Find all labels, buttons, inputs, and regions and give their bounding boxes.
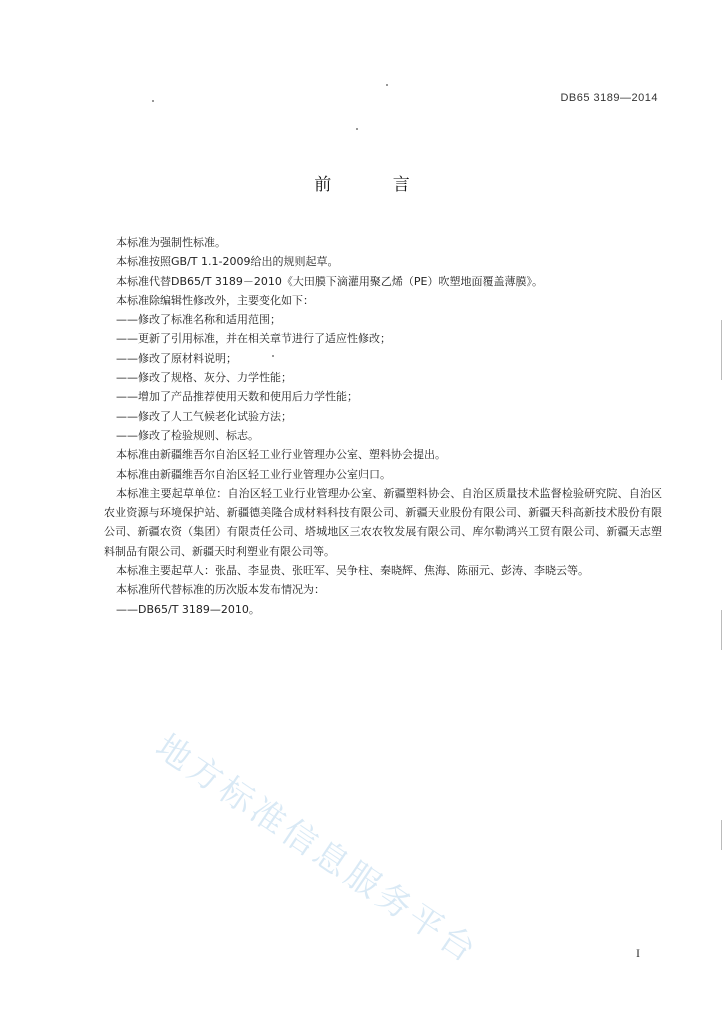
change-item: ——修改了标准名称和适用范围；: [116, 313, 281, 327]
foreword-line: 本标准由新疆维吾尔自治区轻工业行业管理办公室、塑料协会提出。: [116, 448, 446, 462]
change-item: ——增加了产品推荐使用天数和使用后力学性能；: [116, 390, 358, 404]
change-item: ——更新了引用标准，并在相关章节进行了适应性修改；: [116, 332, 391, 346]
foreword-line: 本标准按照GB/T 1.1-2009给出的规则起草。: [116, 255, 339, 269]
foreword-line: 本标准除编辑性修改外，主要变化如下：: [116, 293, 314, 307]
drafting-units: 本标准主要起草单位：自治区轻工业行业管理办公室、新疆塑料协会、自治区质量技术监督检验研究院、自治区农业资源与环境保护站、新疆德美隆合成材料科技有限公司、新疆天业股份有限公司、新疆天科高新技术股份有限公司、新疆农资（集团）有限责任公司、塔城地区三农农牧发展有限公司、库尔勒鸿兴工贸有限公司、新疆天志塑料制品有限公司、新疆天时利塑业有限公司等。: [104, 486, 662, 558]
foreword-line: 本标准为强制性标准。: [116, 236, 226, 249]
foreword-line: 本标准由新疆维吾尔自治区轻工业行业管理办公室归口。: [116, 467, 391, 481]
page-title: 前 言: [314, 175, 438, 195]
history-intro: 本标准所代替标准的历次版本发布情况为：: [116, 583, 325, 597]
history-item: ——DB65/T 3189—2010。: [116, 602, 260, 616]
drafters: 本标准主要起草人：张晶、李显贵、张旺军、吴争柱、秦晓辉、焦海、陈丽元、彭涛、李晓云等。: [116, 564, 589, 578]
watermark: 地方标准信息服务平台: [148, 726, 486, 973]
change-item: ——修改了人工气候老化试验方法；: [116, 409, 292, 423]
change-item: ——修改了规格、灰分、力学性能；: [116, 371, 292, 385]
change-item: ——修改了原材料说明；: [116, 351, 237, 365]
standard-number: DB65 3189—2014: [560, 92, 658, 104]
dot-mark: [152, 100, 154, 102]
dot-mark: [386, 84, 388, 86]
page-number: I: [636, 946, 640, 960]
dot-mark: [356, 128, 358, 130]
edge-mark: [721, 820, 722, 850]
foreword-line: 本标准代替DB65/T 3189－2010《大田膜下滴灌用聚乙烯（PE）吹塑地面覆盖薄膜》。: [116, 274, 544, 288]
edge-mark: [721, 320, 722, 380]
foreword-body: [104, 233, 662, 619]
edge-mark: [721, 610, 722, 650]
change-item: ——修改了检验规则、标志。: [116, 428, 259, 442]
